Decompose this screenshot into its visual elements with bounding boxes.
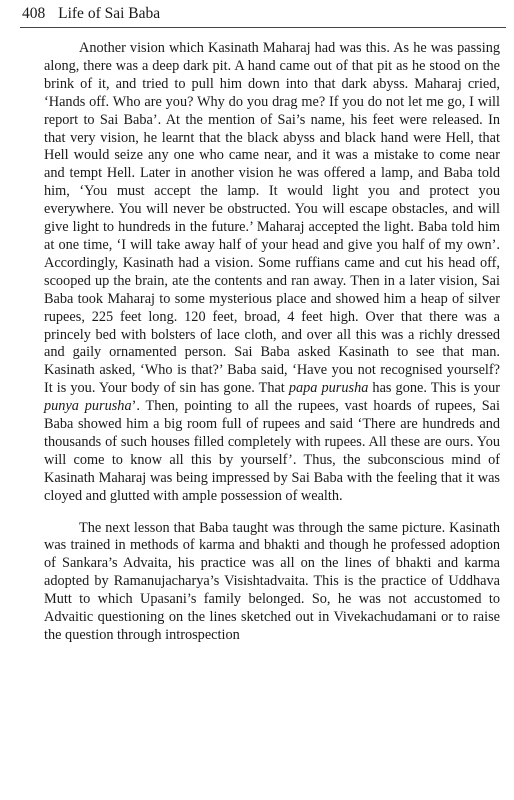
- running-title: Life of Sai Baba: [58, 5, 161, 22]
- italic-term: papa purusha: [288, 380, 369, 397]
- text-run: The next lesson that Baba taught was through the same picture. Kasinath was trained in methods of karma and bhakti and though he professed adoption of Sankara’s Advaita, his practice was all on the lines of bhakti and karma adopted by Ramanujacharya’s Visishtadvaita. This is the practice of Uddhava Mutt to which Upasani’s family belonged. So, he was not accustomed to Advaitic questioning on the lines sketched out in Vivekachudamani or to raise the question through introspection: [44, 519, 500, 643]
- text-run: ’. Then, pointing to all the rupees, vast hoards of rupees, Sai Baba showed him a big room full of rupees and said ‘There are hundreds and thousands of such houses filled completely with rupees. All these are ours. You will come to know all this by yourself’. Thus, the subconscious mind of Kasinath Maharaj was being impressed by Sai Baba with the feeling that it was cloyed and glutted with ample possession of wealth.: [44, 398, 500, 504]
- paragraph: [44, 40, 500, 506]
- running-header: [22, 2, 502, 26]
- italic-term: punya purusha: [44, 398, 132, 415]
- page-number: 408: [22, 5, 46, 22]
- header-rule: [20, 27, 506, 28]
- body-text: [44, 40, 500, 645]
- text-run: has gone. This is your: [368, 380, 500, 397]
- text-run: Another vision which Kasinath Maharaj had was this. As he was passing along, there was a deep dark pit. A hand came out of that pit as he stood on the brink of it, and tried to pull him down into that dark abyss. Maharaj cried, ‘Hands off. Who are you? Why do you drag me? If you do not let me go, I will report to Sai Baba’. At the mention of Sai’s name, his feet were released. In that very vision, he learnt that the black abyss and black hand were Hell, that Hell would seize any one who came near, and it was a mistake to come near and tempt Hell. Later in another vision he was offered a lamp, and Baba told him, ‘You must accept the lamp. It would light you and protect you everywhere. You will never be obstructed. You will escape obstacles, and will give light to hundreds in the future.’ Maharaj accepted the light. Baba told him at one time, ‘I will take away half of your head and give you half of my own’. Accordingly, Kasinath had a vision. Some ruffians came and cut his head off, scooped up the brain, ate the contents and ran away. Then in a later vision, Sai Baba took Maharaj to some mysterious place and showed him a heap of silver rupees, 225 feet long. 120 feet, broad, 4 feet high. Over that there was a princely bed with bolsters of lace cloth, and over all this was a richly dressed and gaily ornamented person. Sai Baba asked Kasinath to see that man. Kasinath asked, ‘Who is that?’ Baba said, ‘Have you not recognised yourself? It is you. Your body of sin has gone. That: [44, 40, 500, 397]
- paragraph: [44, 520, 500, 645]
